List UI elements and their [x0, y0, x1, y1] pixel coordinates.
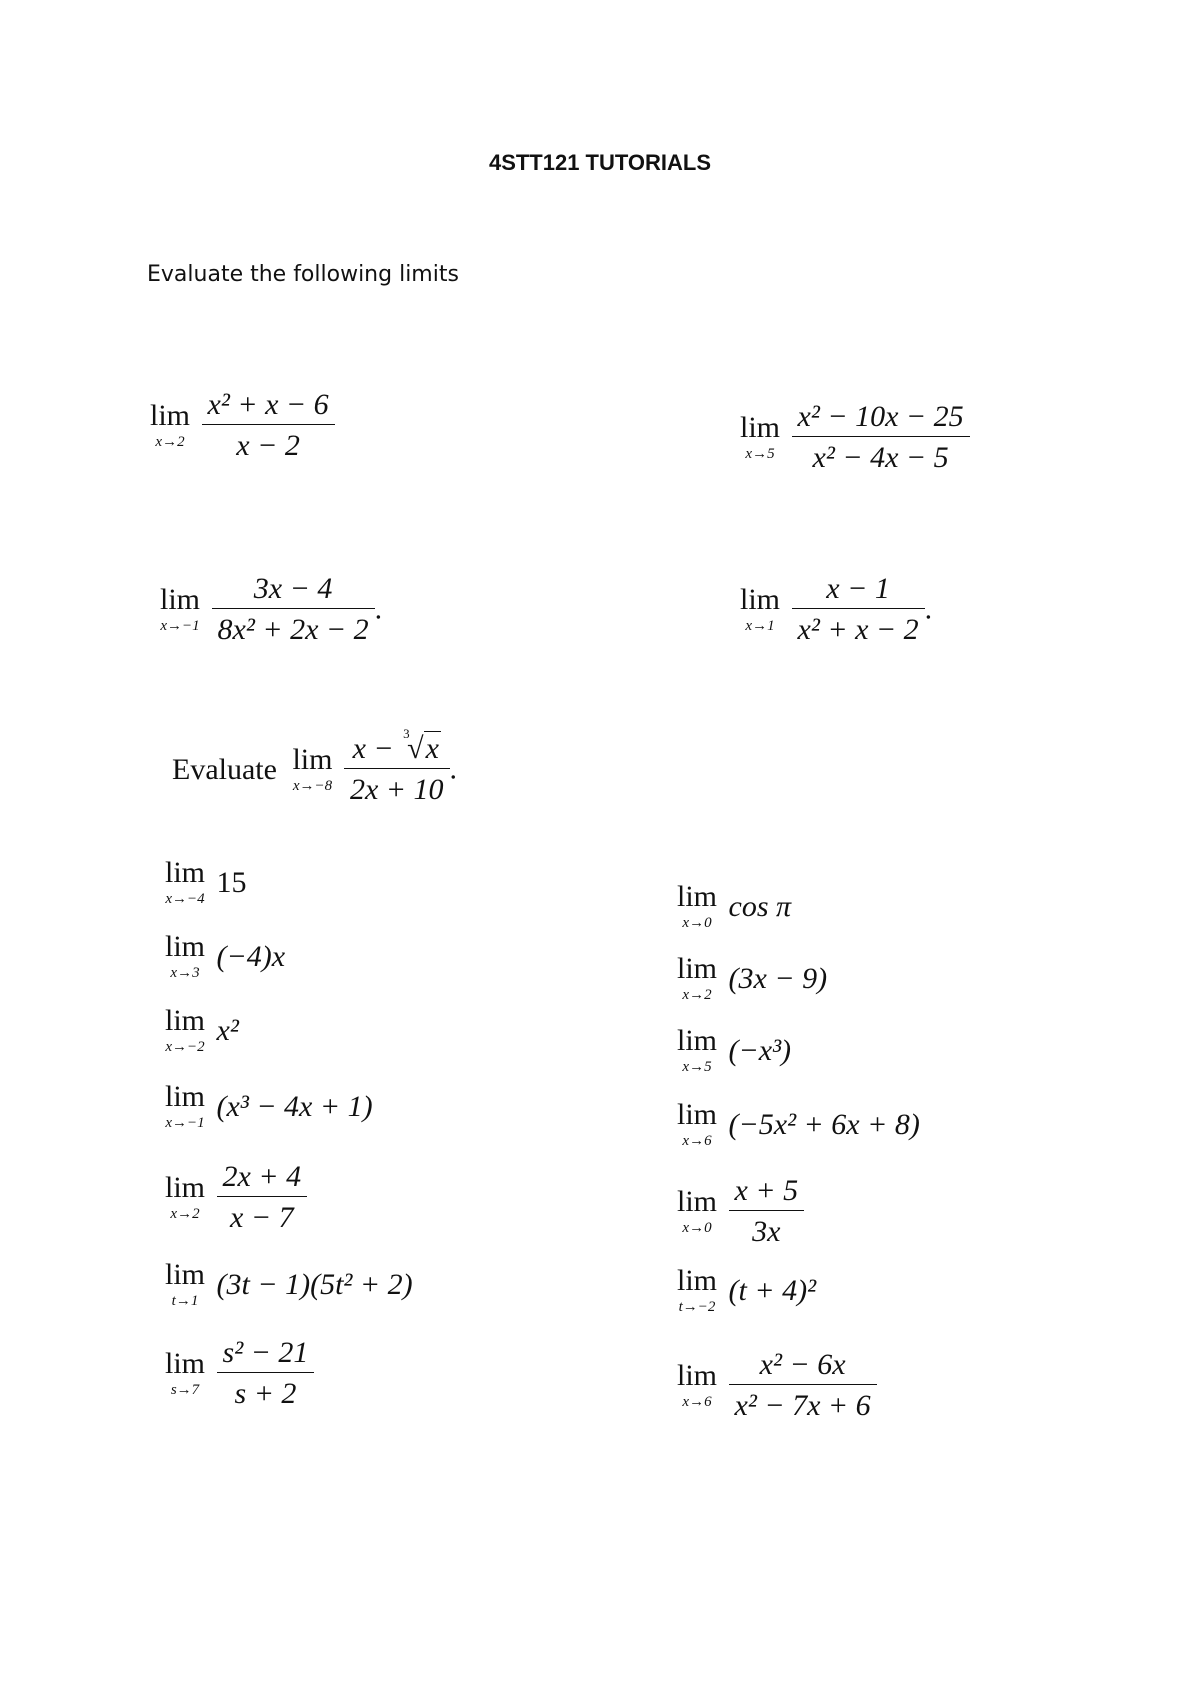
- limit-problem-7: lim x→0 cos π: [677, 880, 792, 931]
- limit-problem-5: Evaluate lim x→−8 x − 3 √x 2x + 10 .: [172, 726, 458, 806]
- limit-problem-11: lim x→5 (−x³): [677, 1024, 792, 1075]
- limit-problem-3: lim x→−1 $\frac{3x - 4}{\text{8x² + 2x − 2}}$ .: [160, 572, 383, 646]
- limit-problem-2: lim x→5 $\frac{\text{x² − 10x − 25}}{\text{x² − 4x − 5}}$: [740, 400, 970, 475]
- instructions-text: Evaluate the following limits: [147, 262, 459, 287]
- limit-problem-12: lim x→−1 (x³ − 4x + 1): [165, 1080, 373, 1131]
- limit-problem-10: lim x→−2 x²: [165, 1004, 239, 1055]
- cube-root: 3 √x: [403, 726, 439, 765]
- limit-problem-4: lim x→1 $\frac{x - 1}{\text{x² + x − 2}}$ .: [740, 572, 933, 646]
- limit-problem-6: lim x→−4 15: [165, 856, 247, 907]
- limit-problem-17: lim t→−2 (t + 4)²: [677, 1264, 817, 1315]
- limit-problem-16: lim t→1 (3t − 1)(5t² + 2): [165, 1258, 413, 1309]
- limit-problem-13: lim x→6 (−5x² + 6x + 8): [677, 1098, 920, 1149]
- limit-problem-15: lim x→0 $\frac{x + 5}{3x}$: [677, 1174, 804, 1249]
- limit-problem-19: lim x→6 $\frac{\text{x² − 6x}}{\text{x² − 7x + 6}}$: [677, 1348, 877, 1423]
- limit-problem-8: lim x→3 (−4)x: [165, 930, 286, 981]
- limit-problem-9: lim x→2 (3x − 9): [677, 952, 828, 1003]
- limit-problem-14: lim x→2 $\frac{2x + 4}{x - 7}$: [165, 1160, 307, 1235]
- limit-problem-18: lim s→7 $\frac{\text{s² − 21}}{s + 2}$: [165, 1336, 314, 1411]
- page-title: 4STT121 TUTORIALS: [488, 150, 712, 175]
- limit-problem-1: lim x→2 $\frac{\text{x² + x − 6}}{x - 2}$: [150, 388, 335, 463]
